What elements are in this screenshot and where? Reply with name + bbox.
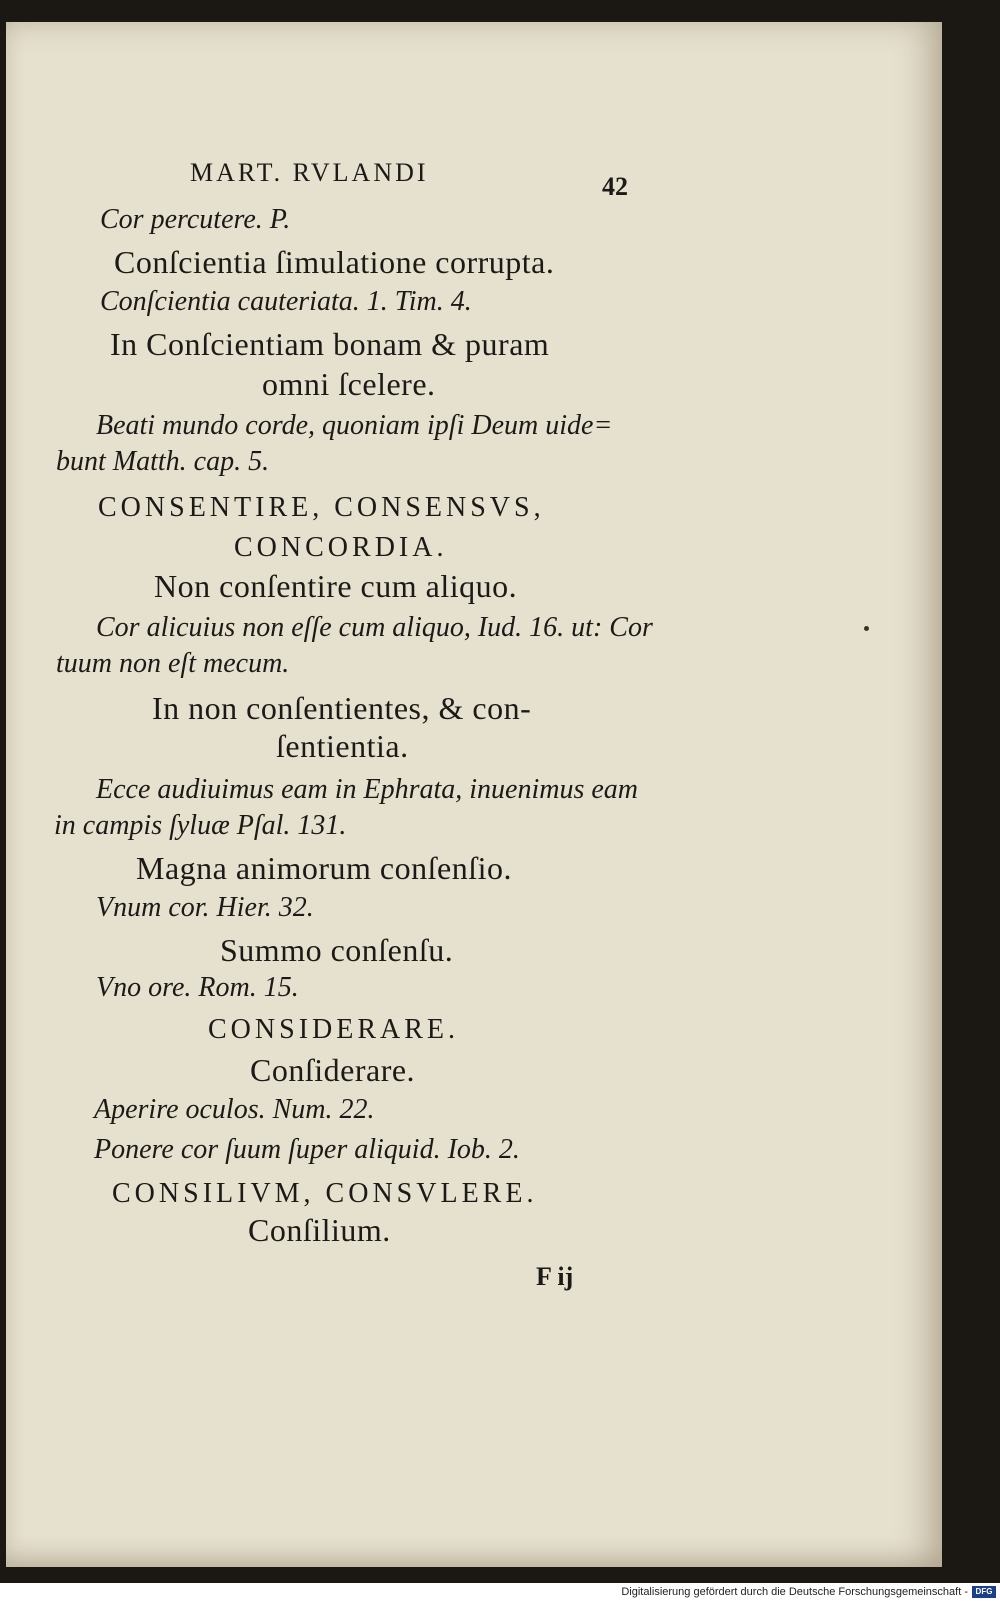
- text-line: Ecce audiuimus eam in Ephrata, inuenimus eam: [96, 774, 639, 805]
- text-line: Ponere cor ſuum ſuper aliquid. Iob. 2.: [94, 1134, 520, 1165]
- text-line: Vno ore. Rom. 15.: [96, 972, 299, 1003]
- text-line: Aperire oculos. Num. 22.: [94, 1094, 375, 1125]
- text-line: Vnum cor. Hier. 32.: [96, 892, 314, 923]
- book-page: [6, 22, 942, 1567]
- folio-number: 42: [602, 172, 628, 201]
- text-line: Cor alicuius non eſſe cum aliquo, Iud. 16. ut: Cor: [96, 612, 653, 643]
- text-line: tuum non eſt mecum.: [56, 648, 290, 679]
- text-line: bunt Matth. cap. 5.: [56, 446, 270, 477]
- signature-mark: F ij: [536, 1262, 574, 1291]
- text-line: Conſiderare.: [250, 1052, 416, 1088]
- footer-text: Digitalisierung gefördert durch die Deutsche Forschungsgemeinschaft -: [621, 1586, 968, 1598]
- text-line: in campis ſyluæ Pſal. 131.: [54, 810, 347, 841]
- text-line: Conſcientia cauteriata. 1. Tim. 4.: [100, 286, 472, 317]
- text-line: Summo conſenſu.: [220, 932, 454, 968]
- text-line: Conſilium.: [248, 1212, 391, 1248]
- text-line: ſentientia.: [276, 728, 409, 764]
- text-line: Cor percutere. P.: [100, 204, 291, 235]
- text-line: In Conſcientiam bonam & puram: [110, 326, 550, 362]
- text-line: omni ſcelere.: [262, 366, 436, 402]
- text-line: Conſcientia ſimulatione corrupta.: [114, 244, 555, 280]
- section-heading: CONCORDIA.: [234, 532, 448, 563]
- text-line: Beati mundo corde, quoniam ipſi Deum uide=: [96, 410, 613, 441]
- section-heading: CONSIDERARE.: [208, 1014, 460, 1045]
- text-line: In non conſentientes, & con-: [152, 690, 532, 726]
- text-line: Non conſentire cum aliquo.: [154, 568, 518, 604]
- dfg-logo: DFG: [972, 1586, 996, 1598]
- footer-bar: [0, 1583, 1000, 1601]
- section-heading: CONSENTIRE, CONSENSVS,: [98, 492, 545, 523]
- running-header: MART. RVLANDI: [190, 158, 429, 187]
- section-heading: CONSILIVM, CONSVLERE.: [112, 1178, 538, 1209]
- paper-speck: [864, 626, 869, 631]
- text-line: Magna animorum conſenſio.: [136, 850, 512, 886]
